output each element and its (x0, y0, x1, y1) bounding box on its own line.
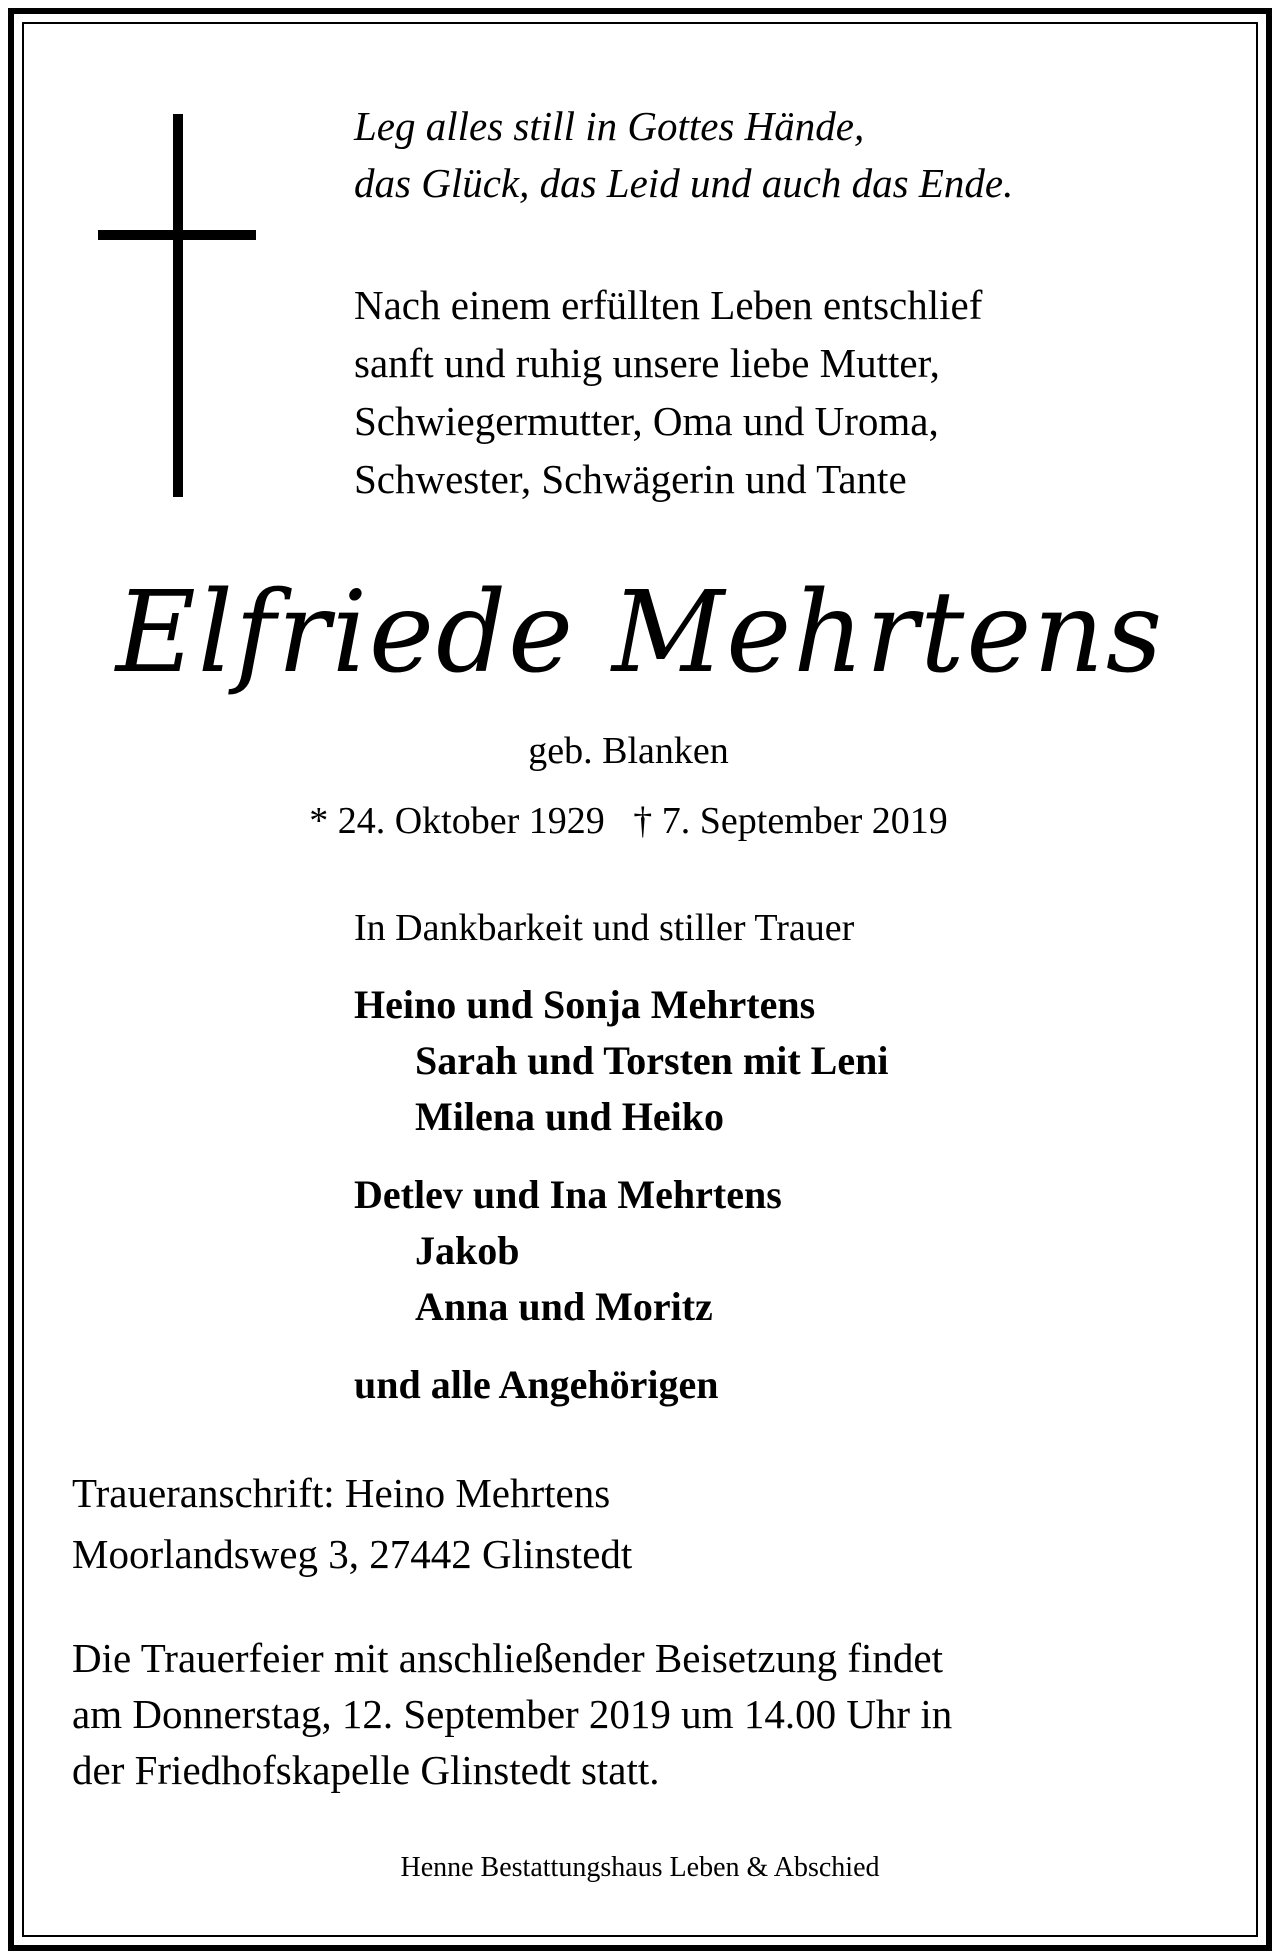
cross-horizontal-bar (98, 230, 256, 240)
intro-text (354, 276, 982, 508)
undertaker-credit: Henne Bestattungshaus Leben & Abschied (400, 1852, 880, 1883)
verse (354, 98, 1013, 212)
all-relatives: und alle Angehörigen (354, 1362, 719, 1407)
mourning-address (72, 1463, 632, 1585)
intro-line: Nach einem erfüllten Leben entschlief (354, 282, 983, 328)
family-member: Anna und Moritz (415, 1284, 713, 1329)
service-line: der Friedhofskapelle Glinstedt statt. (72, 1747, 660, 1793)
service-line: am Donnerstag, 12. September 2019 um 14.00 Uhr in (72, 1691, 953, 1737)
address-line: Traueranschrift: Heino Mehrtens (72, 1470, 611, 1516)
family-member: Sarah und Torsten mit Leni (415, 1038, 889, 1083)
family-group (354, 1167, 888, 1335)
maiden-name: geb. Blanken (528, 730, 729, 772)
family-group (354, 977, 888, 1145)
mourners-list (354, 977, 888, 1413)
life-dates: * 24. Oktober 1929 † 7. September 2019 (309, 800, 948, 842)
verse-line: Leg alles still in Gottes Hände, (354, 103, 865, 149)
intro-line: Schwester, Schwägerin und Tante (354, 456, 907, 502)
intro-line: sanft und ruhig unsere liebe Mutter, (354, 340, 940, 386)
mourning-phrase: In Dankbarkeit und stiller Trauer (354, 907, 855, 949)
family-head: Heino und Sonja Mehrtens (354, 982, 816, 1027)
family-head: Detlev und Ina Mehrtens (354, 1172, 782, 1217)
address-line: Moorlandsweg 3, 27442 Glinstedt (72, 1531, 633, 1577)
funeral-service-info (72, 1630, 952, 1798)
family-member: Jakob (415, 1228, 520, 1273)
verse-line: das Glück, das Leid und auch das Ende. (354, 160, 1014, 206)
intro-line: Schwiegermutter, Oma und Uroma, (354, 398, 939, 444)
deceased-name: Elfriede Mehrtens (115, 568, 1165, 698)
cross-vertical-bar (173, 114, 183, 497)
service-line: Die Trauerfeier mit anschließender Beisetzung findet (72, 1635, 943, 1681)
family-member: Milena und Heiko (415, 1094, 724, 1139)
